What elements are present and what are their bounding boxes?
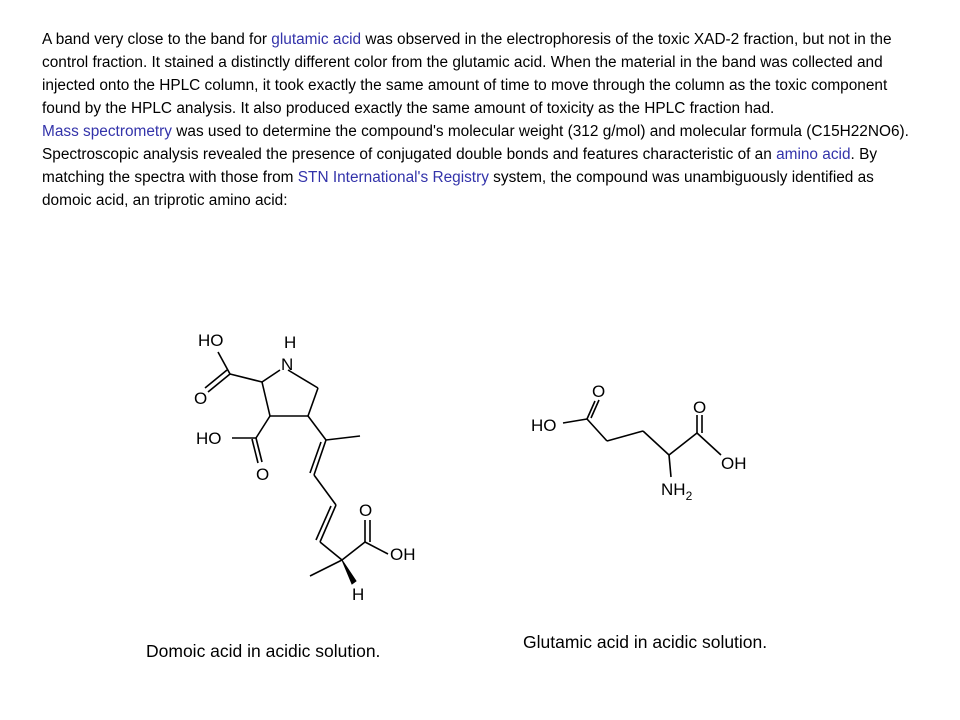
domoic-label-n: N [281,355,294,374]
paragraph1-text-b: was observed in the electrophoresis of the toxic XAD-2 fraction, but not in the control fraction. It stained a distinctly different color from the glutamic acid. When the material in the band was collected and injected onto the HPLC column, it took exactly the same amount of time to move through the column as the toxic component found by the HPLC analysis. It also produced exactly the same amount of toxicity as the HPLC fraction had. [42,31,892,117]
paragraph2-text-a: was used to determine the compound's molecular weight (312 g/mol) and molecular formula (C15H22NO6). Spectroscopic analysis revealed the presence of conjugated double bonds and features characteristic of an [42,123,909,163]
link-amino-acid[interactable]: amino acid [776,146,851,163]
domoic-acid-bonds [205,352,388,584]
glutamic-label-ho: HO [531,416,557,435]
domoic-label-o-left: O [194,389,208,408]
domoic-label-ho-mid: HO [196,429,222,448]
domoic-label-o-right: O [359,501,373,520]
paragraph2-text-c: system, the compound was unambiguously identified as domoic acid, an triprotic amino acid: [42,169,874,209]
domoic-acid-caption: Domoic acid in acidic solution. [146,641,381,661]
domoic-label-o-mid: O [256,465,270,484]
paragraph2-text-b: . By matching the spectra with those from [42,146,878,186]
paragraph-mass-spectrometry [42,120,922,212]
link-glutamic-acid[interactable]: glutamic acid [271,31,362,48]
glutamic-acid-structure [525,375,785,515]
glutamic-label-o-right: O [693,398,707,417]
glutamic-acid-caption: Glutamic acid in acidic solution. [523,632,768,652]
paragraph-electrophoresis [42,28,922,120]
glutamic-label-o-left: O [592,382,606,401]
glutamic-label-nh2 [661,480,693,503]
paragraph1-text-a: A band very close to the band for [42,31,272,48]
glutamic-label-nh-sub: 2 [685,489,693,503]
domoic-label-h-bottom: H [352,585,365,604]
domoic-label-h-on-n: H [284,333,297,352]
glutamic-label-nh: NH [661,480,686,499]
link-stn-registry[interactable]: STN International's Registry [297,169,489,186]
link-mass-spectrometry[interactable]: Mass spectrometry [42,123,172,140]
body-text [42,28,922,212]
domoic-label-ho-top: HO [198,331,224,350]
glutamic-label-oh: OH [721,454,747,473]
domoic-label-oh-right: OH [390,545,416,564]
domoic-acid-structure [180,320,440,610]
